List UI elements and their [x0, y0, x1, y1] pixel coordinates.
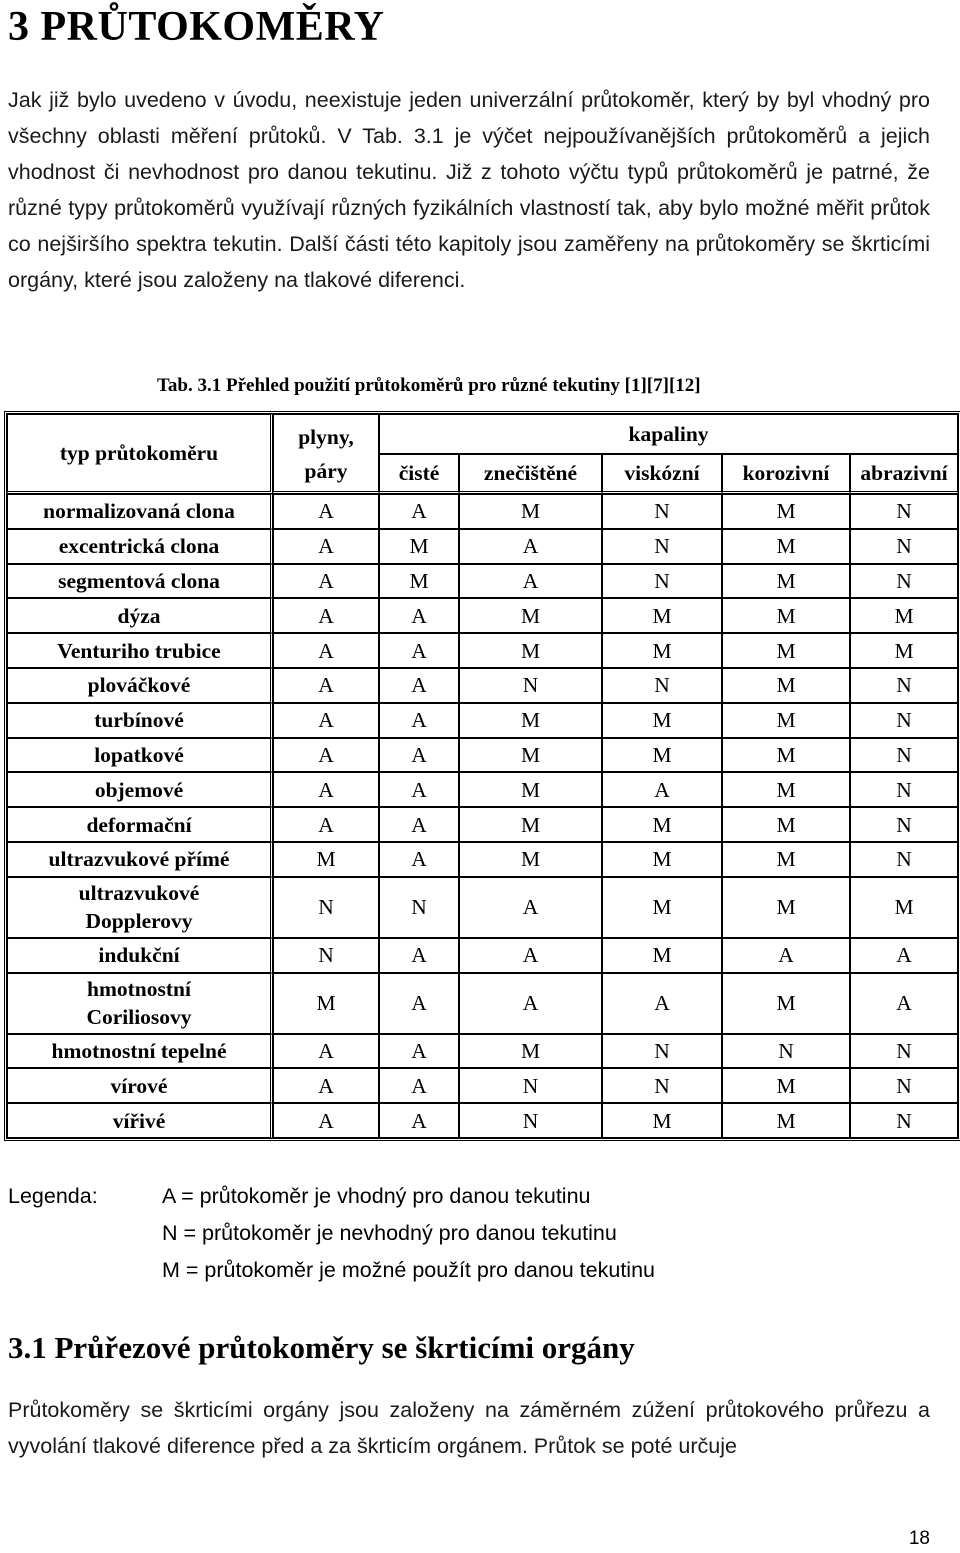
header-liquid-col: korozivní	[722, 454, 850, 494]
row-value: N	[850, 807, 958, 842]
row-value: N	[722, 1034, 850, 1069]
row-value: A	[273, 668, 379, 703]
row-name: Venturiho trubice	[7, 633, 273, 668]
section-paragraph: Průtokoměry se škrticími orgány jsou založeny na záměrném zúžení průtokového průřezu a vyvolání tlakové diference před a za škrticím orgánem. Průtok se poté určuje	[8, 1398, 930, 1458]
row-value: N	[850, 529, 958, 564]
row-value: M	[722, 529, 850, 564]
row-name: deformační	[7, 807, 273, 842]
row-value: A	[273, 807, 379, 842]
flowmeter-table	[4, 411, 960, 1141]
row-value: M	[379, 529, 459, 564]
row-value: A	[273, 703, 379, 738]
row-value: A	[379, 842, 459, 877]
header-type: typ průtokoměru	[7, 414, 273, 494]
table-row	[7, 598, 958, 633]
row-name: hmotnostní Coriliosovy	[7, 973, 273, 1034]
row-value: A	[850, 938, 958, 973]
row-value: A	[273, 494, 379, 529]
row-value: A	[273, 1034, 379, 1069]
row-value: M	[602, 877, 722, 938]
row-value: A	[379, 973, 459, 1034]
row-value: A	[379, 738, 459, 773]
row-value: M	[850, 633, 958, 668]
row-value: M	[459, 772, 602, 807]
header-liquid-col: viskózní	[602, 454, 722, 494]
table-row	[7, 1103, 958, 1138]
table-row	[7, 668, 958, 703]
row-value: M	[722, 1103, 850, 1138]
row-value: N	[273, 877, 379, 938]
row-value: M	[459, 1034, 602, 1069]
row-value: M	[459, 494, 602, 529]
table-row	[7, 564, 958, 599]
row-value: A	[379, 1034, 459, 1069]
row-name: plováčkové	[7, 668, 273, 703]
row-value: M	[722, 633, 850, 668]
row-value: M	[722, 494, 850, 529]
row-value: N	[459, 1068, 602, 1103]
row-value: N	[850, 494, 958, 529]
row-value: M	[459, 842, 602, 877]
row-value: N	[850, 1068, 958, 1103]
row-name: turbínové	[7, 703, 273, 738]
row-value: M	[722, 973, 850, 1034]
row-value: M	[602, 633, 722, 668]
row-value: A	[379, 807, 459, 842]
row-value: M	[722, 877, 850, 938]
row-name: ultrazvukové Dopplerovy	[7, 877, 273, 938]
row-value: N	[850, 668, 958, 703]
row-name: vírové	[7, 1068, 273, 1103]
table-row	[7, 807, 958, 842]
row-value: M	[602, 703, 722, 738]
row-value: N	[273, 938, 379, 973]
row-value: N	[850, 738, 958, 773]
section-heading: 3.1 Průřezové průtokoměry se škrticími orgány	[8, 1330, 635, 1365]
row-value: M	[722, 738, 850, 773]
row-name: segmentová clona	[7, 564, 273, 599]
row-value: A	[459, 877, 602, 938]
row-value: A	[379, 1068, 459, 1103]
legend-label: Legenda:	[8, 1184, 98, 1208]
row-value: M	[459, 738, 602, 773]
row-value: A	[459, 564, 602, 599]
row-value: M	[722, 703, 850, 738]
row-value: A	[273, 598, 379, 633]
row-value: A	[379, 938, 459, 973]
row-value: M	[602, 938, 722, 973]
page-number: 18	[908, 1528, 930, 1549]
table-row	[7, 1034, 958, 1069]
row-name: lopatkové	[7, 738, 273, 773]
row-value: A	[273, 772, 379, 807]
row-value: A	[722, 938, 850, 973]
table-caption: Tab. 3.1 Přehled použití průtokoměrů pro různé tekutiny [1][7][12]	[157, 375, 701, 396]
row-value: M	[602, 1103, 722, 1138]
row-value: M	[722, 772, 850, 807]
row-value: A	[273, 529, 379, 564]
row-value: A	[602, 772, 722, 807]
legend-item: M = průtokoměr je možné použít pro danou tekutinu	[162, 1258, 655, 1282]
row-value: A	[379, 633, 459, 668]
row-value: M	[722, 1068, 850, 1103]
row-value: A	[273, 1068, 379, 1103]
table-row	[7, 529, 958, 564]
row-value: A	[379, 668, 459, 703]
row-value: A	[850, 973, 958, 1034]
row-value: A	[379, 1103, 459, 1138]
legend-item: N = průtokoměr je nevhodný pro danou tekutinu	[162, 1221, 617, 1245]
row-value: M	[459, 633, 602, 668]
row-value: M	[459, 598, 602, 633]
chapter-heading: 3 PRŮTOKOMĚRY	[8, 4, 385, 50]
row-value: N	[459, 1103, 602, 1138]
table-row	[7, 973, 958, 1034]
header-gas-text: plyny, páry	[298, 425, 354, 483]
row-value: N	[850, 703, 958, 738]
table-row	[7, 938, 958, 973]
row-name: hmotnostní tepelné	[7, 1034, 273, 1069]
row-value: N	[602, 564, 722, 599]
row-value: A	[459, 973, 602, 1034]
row-value: M	[459, 703, 602, 738]
row-value: M	[273, 842, 379, 877]
row-value: M	[602, 842, 722, 877]
row-value: N	[850, 1103, 958, 1138]
row-value: M	[722, 842, 850, 877]
table-body	[7, 494, 958, 1138]
row-value: A	[273, 738, 379, 773]
table-row	[7, 877, 958, 938]
header-liquid-col: abrazivní	[850, 454, 958, 494]
row-value: N	[602, 529, 722, 564]
row-name: excentrická clona	[7, 529, 273, 564]
header-gas	[273, 414, 379, 494]
row-value: A	[379, 598, 459, 633]
row-value: M	[722, 668, 850, 703]
row-value: N	[602, 1034, 722, 1069]
row-value: A	[459, 938, 602, 973]
row-name: ultrazvukové přímé	[7, 842, 273, 877]
table-row	[7, 738, 958, 773]
table-row	[7, 494, 958, 529]
row-value: M	[602, 807, 722, 842]
row-value: A	[379, 772, 459, 807]
header-liquid-col: čisté	[379, 454, 459, 494]
legend-items	[162, 1178, 655, 1289]
header-liquid-col: znečištěné	[459, 454, 602, 494]
row-value: N	[379, 877, 459, 938]
row-value: M	[379, 564, 459, 599]
row-value: N	[850, 842, 958, 877]
flowmeter-table-container	[4, 411, 955, 1141]
intro-paragraph: Jak již bylo uvedeno v úvodu, neexistuje jeden univerzální průtokoměr, který by byl vhodný pro všechny oblasti měření průtoků. V Tab. 3.1 je výčet nejpoužívanějších průtokoměrů a jejich vhodnost či nevhodnost pro danou tekutinu. Již z tohoto výčtu typů průtokoměrů je patrné, že různé typy průtokoměrů využívají různých fyzikálních vlastností tak, aby bylo možné měřit průtok co nejširšího spektra tekutin. Další části této kapitoly jsou zaměřeny na průtokoměry se škrticími orgány, které jsou založeny na tlakové diferenci.	[8, 88, 930, 292]
table-row	[7, 1068, 958, 1103]
row-value: A	[459, 529, 602, 564]
row-value: N	[850, 564, 958, 599]
table-row	[7, 633, 958, 668]
row-value: M	[459, 807, 602, 842]
row-value: M	[273, 973, 379, 1034]
row-value: M	[722, 564, 850, 599]
table-row	[7, 703, 958, 738]
row-value: M	[722, 598, 850, 633]
row-value: A	[379, 703, 459, 738]
row-value: N	[602, 494, 722, 529]
row-name: vířivé	[7, 1103, 273, 1138]
row-value: N	[602, 1068, 722, 1103]
row-value: A	[379, 494, 459, 529]
row-value: N	[459, 668, 602, 703]
row-value: N	[850, 1034, 958, 1069]
row-value: M	[722, 807, 850, 842]
row-value: N	[602, 668, 722, 703]
row-value: M	[850, 598, 958, 633]
legend-item: A = průtokoměr je vhodný pro danou tekutinu	[162, 1184, 591, 1208]
row-value: N	[850, 772, 958, 807]
row-value: A	[273, 564, 379, 599]
row-name: normalizovaná clona	[7, 494, 273, 529]
row-name: indukční	[7, 938, 273, 973]
row-name: objemové	[7, 772, 273, 807]
row-value: A	[273, 1103, 379, 1138]
row-value: A	[273, 633, 379, 668]
table-row	[7, 842, 958, 877]
table-row	[7, 772, 958, 807]
row-name: dýza	[7, 598, 273, 633]
header-liquids: kapaliny	[379, 414, 958, 454]
row-value: A	[602, 973, 722, 1034]
row-value: M	[850, 877, 958, 938]
row-value: M	[602, 598, 722, 633]
row-value: M	[602, 738, 722, 773]
